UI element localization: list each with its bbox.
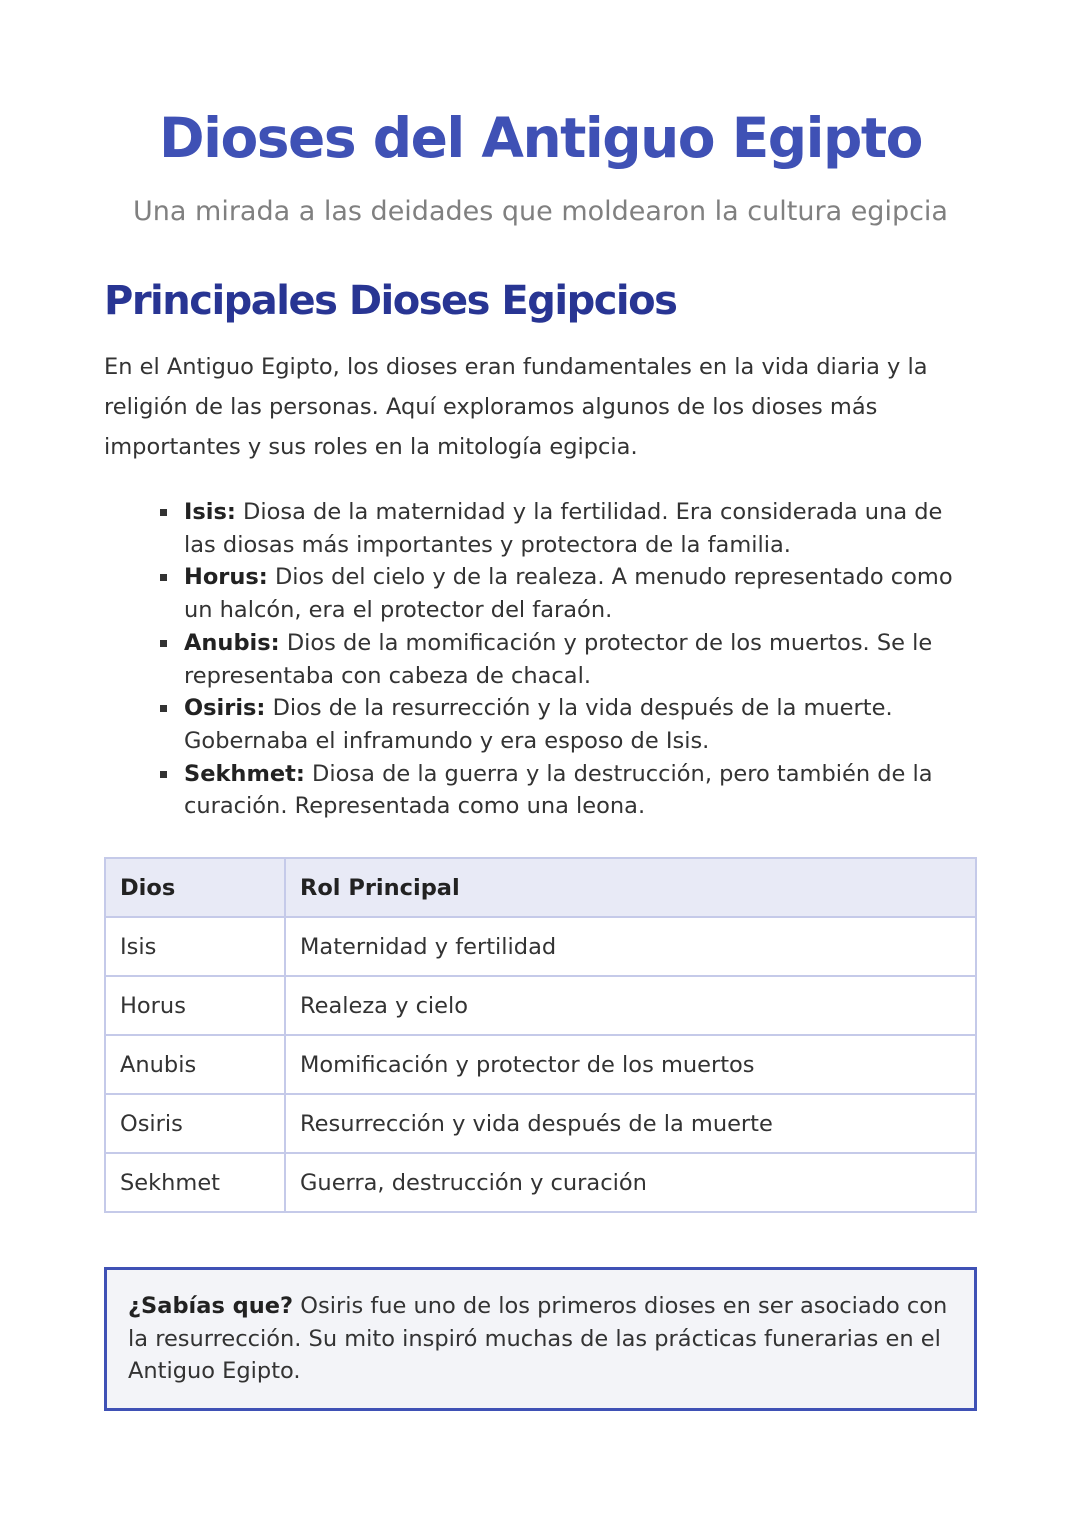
list-item [184, 561, 977, 626]
page-title: Dioses del Antiguo Egipto [159, 106, 922, 170]
table-cell-god: Sekhmet [105, 1153, 285, 1212]
bullet-icon [160, 640, 167, 647]
table-cell-role: Maternidad y fertilidad [285, 917, 976, 976]
god-description: Dios de la resurrección y la vida después de la muerte. Gobernaba el inframundo y era esposo de Isis. [184, 695, 893, 754]
list-item [184, 692, 977, 757]
callout-text: Osiris fue uno de los primeros dioses en ser asociado con la resurrección. Su mito inspiró muchas de las prácticas funerarias en el Antiguo Egipto. [128, 1293, 948, 1385]
did-you-know-callout [104, 1267, 977, 1411]
table-cell-role: Realeza y cielo [285, 976, 976, 1035]
god-description: Diosa de la maternidad y la fertilidad. Era considerada una de las diosas más importantes y protectora de la familia. [184, 499, 943, 558]
intro-paragraph: En el Antiguo Egipto, los dioses eran fundamentales en la vida diaria y la religión de las personas. Aquí exploramos algunos de los dioses más importantes y sus roles en la mitología egipcia. [104, 354, 928, 460]
bullet-icon [160, 705, 167, 712]
god-name: Horus: [184, 564, 268, 591]
list-item [184, 627, 977, 692]
page-subtitle: Una mirada a las deidades que moldearon la cultura egipcia [133, 196, 948, 227]
table-cell-role: Resurrección y vida después de la muerte [285, 1094, 976, 1153]
bullet-icon [160, 771, 167, 778]
table-cell-role: Momificación y protector de los muertos [285, 1035, 976, 1094]
gods-list [184, 496, 977, 823]
table-row [105, 1094, 976, 1153]
column-header-role: Rol Principal [285, 858, 976, 917]
table-row [105, 1035, 976, 1094]
table-row [105, 917, 976, 976]
god-name: Anubis: [184, 629, 280, 656]
god-name: Isis: [184, 499, 236, 525]
callout-label: ¿Sabías que? [128, 1293, 294, 1319]
god-name: Osiris: [184, 695, 266, 722]
god-description: Dios de la momificación y protector de los muertos. Se le representaba con cabeza de chacal. [184, 629, 933, 689]
list-item [184, 758, 977, 823]
table-cell-role: Guerra, destrucción y curación [285, 1153, 976, 1212]
table-cell-god: Osiris [105, 1094, 285, 1153]
table-row [105, 1153, 976, 1212]
bullet-icon [160, 509, 167, 516]
gods-roles-table [104, 857, 977, 1213]
bullet-icon [160, 574, 167, 581]
god-name: Sekhmet: [184, 760, 305, 787]
god-description: Dios del cielo y de la realeza. A menudo representado como un halcón, era el protector del faraón. [184, 564, 953, 624]
table-header-row [105, 858, 976, 917]
section-heading: Principales Dioses Egipcios [104, 278, 677, 324]
table-cell-god: Isis [105, 917, 285, 976]
table-row [105, 976, 976, 1035]
table-cell-god: Horus [105, 976, 285, 1035]
god-description: Diosa de la guerra y la destrucción, pero también de la curación. Representada como una leona. [184, 760, 933, 820]
table-cell-god: Anubis [105, 1035, 285, 1094]
list-item [184, 496, 977, 561]
column-header-god: Dios [105, 858, 285, 917]
